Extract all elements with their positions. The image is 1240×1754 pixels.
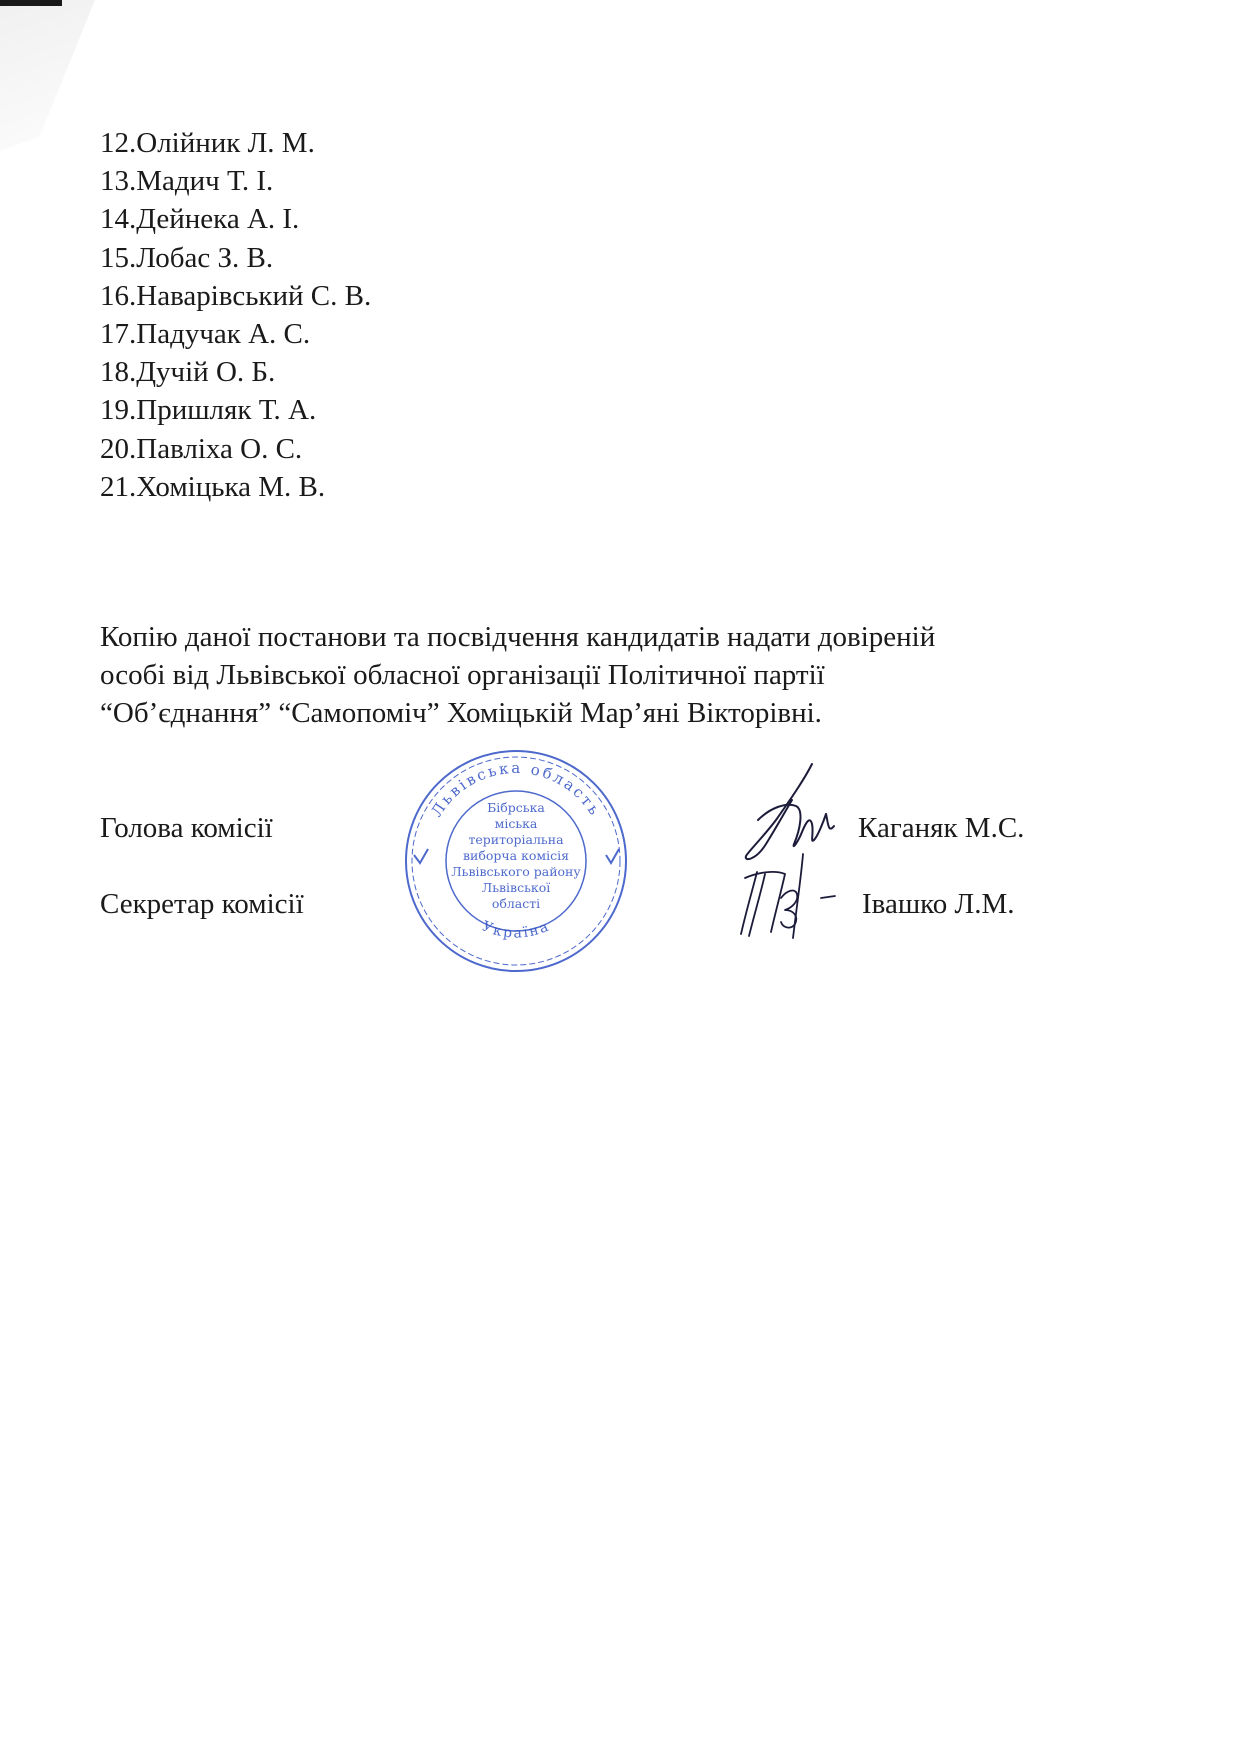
candidate-list (100, 124, 371, 506)
secretary-label: Секретар комісії (100, 888, 304, 920)
list-item: 18.Дучій О. Б. (100, 356, 276, 389)
stamp-outer-bottom-text: Україна (479, 918, 553, 942)
list-item: 14.Дейнека А. І. (100, 203, 300, 236)
chair-name: Каганяк М.С. (858, 812, 1025, 844)
commission-stamp (400, 745, 632, 977)
paragraph-line: особі від Львівської обласної організації Політичної партії (100, 659, 825, 691)
stamp-inner-line: Бібрська (487, 800, 545, 815)
scan-edge-shadow (0, 0, 95, 215)
paragraph-line: “Об’єднання” “Самопоміч” Хоміцькій Мар’яні Вікторівні. (100, 697, 822, 729)
stamp-inner-line: області (491, 896, 541, 911)
list-item: 17.Падучак А. С. (100, 318, 311, 351)
chair-label: Голова комісії (100, 812, 273, 844)
list-item: 19.Пришляк Т. А. (100, 394, 317, 427)
stamp-inner-line: територіальна (468, 832, 564, 847)
secretary-name: Івашко Л.М. (862, 888, 1015, 920)
stamp-outer-top-text: Львівська область (427, 758, 605, 820)
stamp-inner-line: міська (494, 816, 538, 831)
instruction-paragraph (100, 618, 1100, 732)
secretary-signature (735, 848, 840, 943)
list-item: 13.Мадич Т. І. (100, 165, 274, 198)
stamp-inner-line: Львівської (481, 880, 551, 895)
stamp-check-right (606, 849, 619, 863)
stamp-inner-line: виборча комісія (462, 848, 570, 863)
list-item: 15.Лобас З. В. (100, 241, 274, 274)
paragraph-line: Копію даної постанови та посвідчення кандидатів надати довіреній (100, 621, 936, 653)
list-item: 12.Олійник Л. М. (100, 127, 315, 159)
list-item: 16.Наварівський С. В. (100, 279, 372, 312)
stamp-check-left (414, 849, 428, 863)
list-item: 21.Хоміцька М. В. (100, 470, 326, 503)
stamp-inner-line: Львівського району (451, 864, 581, 879)
list-item: 20.Павліха О. С. (100, 432, 303, 465)
